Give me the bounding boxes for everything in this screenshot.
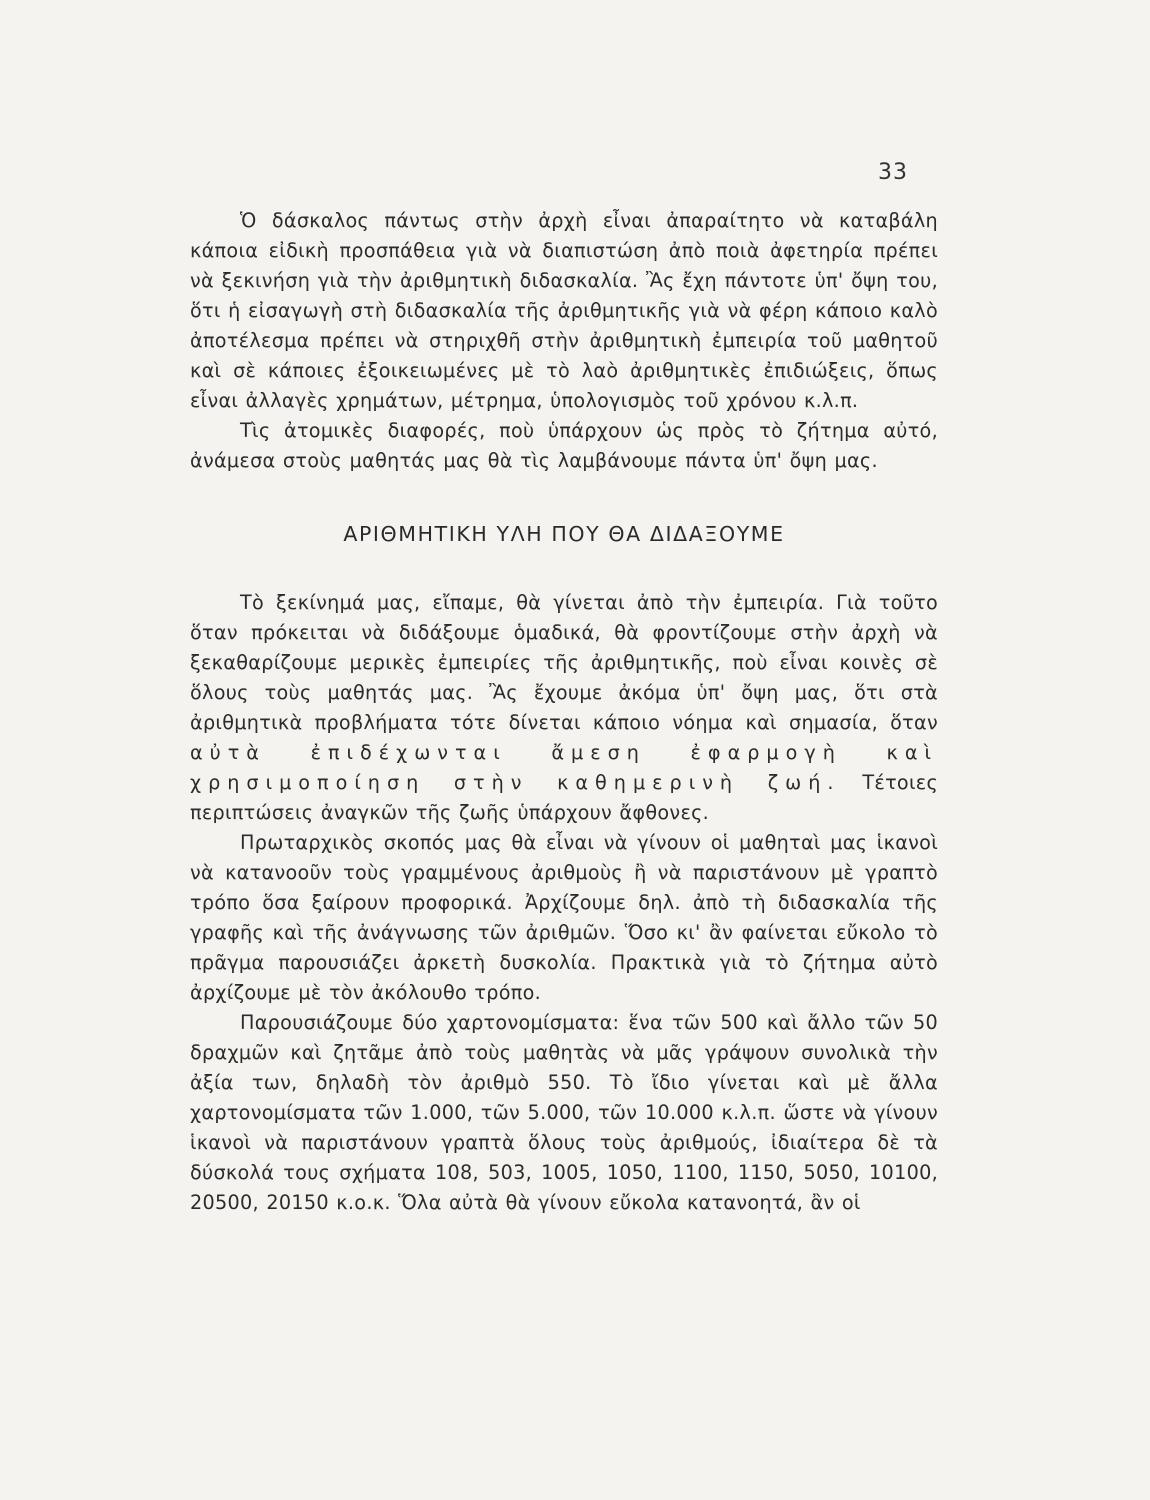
paragraph-3-end: Τέτοιες περιπτώσεις ἀναγκῶν τῆς ζωῆς ὑπάρχουν ἄφθονες. xyxy=(190,771,938,824)
paragraph-4: Πρωταρχικὸς σκοπός μας θὰ εἶναι νὰ γίνουν οἱ μαθηταὶ μας ἱκανοὶ νὰ κατανοοῦν τοὺς γραμμένους ἀριθμοὺς ἢ νὰ παριστάνουν μὲ γραπτὸ τρόπο ὅσα ξαίρουν προφορικά. Ἀρχίζουμε δηλ. ἀπὸ τὴ διδασκαλία τῆς γραφῆς καὶ τῆς ἀνάγνωσης τῶν ἀριθμῶν. Ὅσο κι' ἂν φαίνεται εὔκολο τὸ πρᾶγμα παρουσιάζει ἀρκετὴ δυσκολία. Πρακτικὰ γιὰ τὸ ζήτημα αὐτὸ ἀρχίζουμε μὲ τὸν ἀκόλουθο τρόπο. xyxy=(190,831,938,1004)
section-heading: ΑΡΙΘΜΗΤΙΚΗ ΥΛΗ ΠΟΥ ΘΑ ΔΙΔΑΞΟΥΜΕ xyxy=(343,522,785,546)
paragraph-3 xyxy=(190,588,938,828)
paragraph-2: Τὶς ἀτομικὲς διαφορές, ποὺ ὑπάρχουν ὡς πρὸς τὸ ζήτημα αὐτό, ἀνάμεσα στοὺς μαθητάς μας θὰ τὶς λαμβάνουμε πάντα ὑπ' ὄψη μας. xyxy=(190,419,938,472)
page-number: 33 xyxy=(878,160,908,185)
paragraph-3-emphasis: αὐτὰ ἐπιδέχωνται ἄμεση ἐφαρμογὴ καὶ χρησιμοποίηση στὴν καθημερινὴ ζωή. xyxy=(190,741,938,794)
paragraph-5: Παρουσιάζουμε δύο χαρτονομίσματα: ἕνα τῶν 500 καὶ ἄλλο τῶν 50 δραχμῶν καὶ ζητᾶμε ἀπὸ τοὺς μαθητὰς νὰ μᾶς γράψουν συνολικὰ τὴν ἀξία των, δηλαδὴ τὸν ἀριθμὸ 550. Τὸ ἴδιο γίνεται καὶ μὲ ἄλλα χαρτονομίσματα τῶν 1.000, τῶν 5.000, τῶν 10.000 κ.λ.π. ὥστε νὰ γίνουν ἱκανοὶ νὰ παριστάνουν γραπτὰ ὅλους τοὺς ἀριθμούς, ἰδιαίτερα δὲ τὰ δύσκολά τους σχήματα 108, 503, 1005, 1050, 1100, 1150, 5050, 10100, 20500, 20150 κ.ο.κ. Ὅλα αὐτὰ θὰ γίνουν εὔκολα κατανοητά, ἂν οἱ xyxy=(190,1011,938,1214)
paragraph-1: Ὁ δάσκαλος πάντως στὴν ἀρχὴ εἶναι ἀπαραίτητο νὰ καταβάλη κάποια εἰδικὴ προσπάθεια γιὰ νὰ διαπιστώση ἀπὸ ποιὰ ἀφετηρία πρέπει νὰ ξεκινήση γιὰ τὴν ἀριθμητικὴ διδασκαλία. Ἂς ἔχη πάντοτε ὑπ' ὄψη του, ὅτι ἡ εἰσαγωγὴ στὴ διδασκαλία τῆς ἀριθμητικῆς γιὰ νὰ φέρη κάποιο καλὸ ἀποτέλεσμα πρέπει νὰ στηριχθῆ στὴν ἀριθμητικὴ ἐμπειρία τοῦ μαθητοῦ καὶ σὲ κάποιες ἐξοικειωμένες μὲ τὸ λαὸ ἀριθμητικὲς ἐπιδιώξεις, ὅπως εἶναι ἀλλαγὲς χρημάτων, μέτρημα, ὑπολογισμὸς τοῦ χρόνου κ.λ.π. xyxy=(190,209,938,412)
page-body xyxy=(190,206,938,1218)
paragraph-3-start: Τὸ ξεκίνημά μας, εἴπαμε, θὰ γίνεται ἀπὸ τὴν ἐμπειρία. Γιὰ τοῦτο ὅταν πρόκειται νὰ διδάξουμε ὁμαδικά, θὰ φροντίζουμε στὴν ἀρχὴ νὰ ξεκαθαρίζουμε μερικὲς ἐμπειρίες τῆς ἀριθμητικῆς, ποὺ εἶναι κοινὲς σὲ ὅλους τοὺς μαθητάς μας. Ἂς ἔχουμε ἀκόμα ὑπ' ὄψη μας, ὅτι στὰ ἀριθμητικὰ προβλήματα τότε δίνεται κάποιο νόημα καὶ σημασία, ὅταν xyxy=(190,591,938,734)
